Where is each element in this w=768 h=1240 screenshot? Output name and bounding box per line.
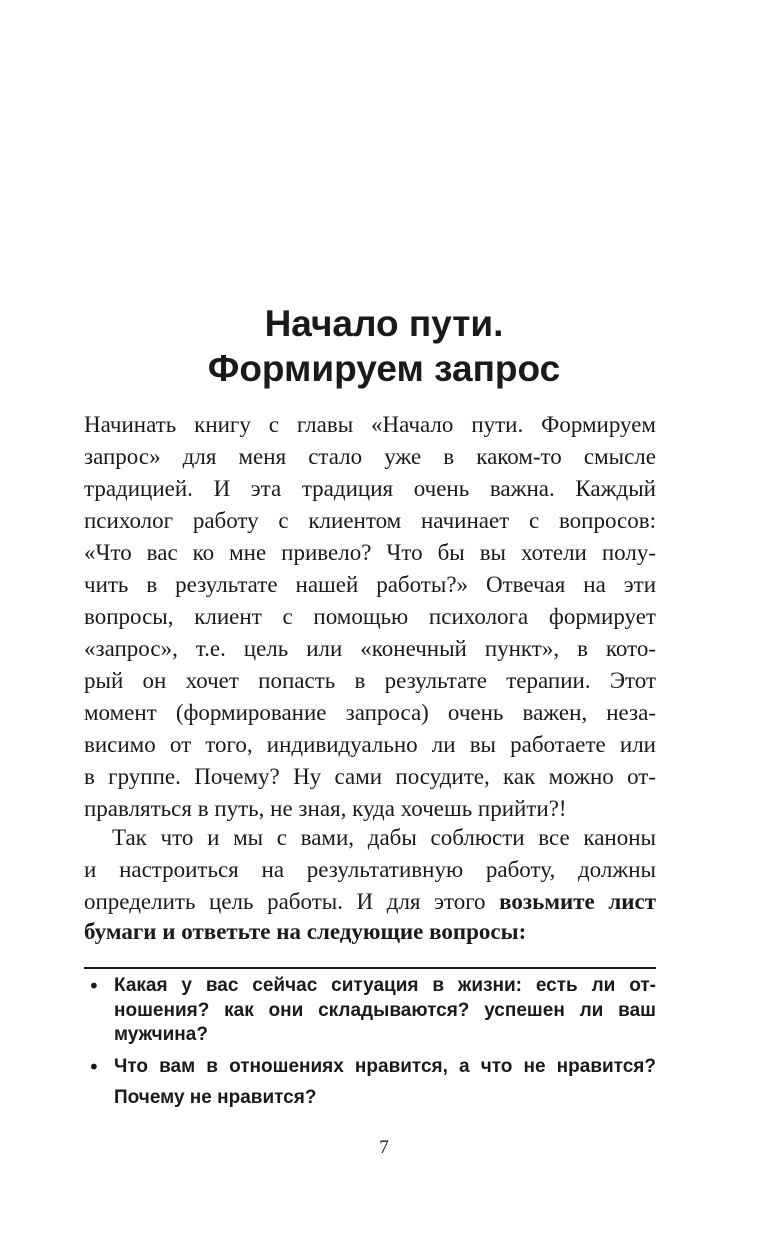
body-text-line: рый он хочет попасть в результате терапии. Этот <box>84 668 656 693</box>
bullet-marker: • <box>88 974 100 998</box>
bullet-marker: • <box>88 1055 100 1079</box>
body-text-line: и настроиться на результативную работу, должны <box>84 857 656 882</box>
question-line: мужчина? <box>114 1024 208 1045</box>
body-text-line: традицией. И эта традиция очень важна. Каждый <box>84 476 656 501</box>
chapter-title-line-2: Формируем запрос <box>207 348 561 389</box>
question-line: Почему не нравится? <box>114 1087 317 1108</box>
body-text-line: в группе. Почему? Ну сами посудите, как можно от- <box>84 764 656 789</box>
chapter-title-line-1: Начало пути. <box>264 303 504 344</box>
body-text-emphasis: возьмите лист <box>499 889 656 914</box>
question-line: Что вам в отношениях нравится, а что не нравится? <box>114 1056 656 1077</box>
question-line: Какая у вас сейчас ситуация в жизни: есть ли от- <box>114 975 656 996</box>
body-text-line: психолог работу с клиентом начинает с вопросов: <box>84 508 656 533</box>
question-line: ношения? как они складываются? успешен ли ваш <box>114 1000 656 1021</box>
body-text-line: правляться в путь, не зная, куда хочешь прийти?! <box>84 796 567 821</box>
body-text-line <box>84 886 656 918</box>
body-text-line: момент (формирование запроса) очень важен, неза- <box>84 700 656 725</box>
body-text-line: Начинать книгу с главы «Начало пути. Формируем <box>84 412 656 437</box>
body-text-line: висимо от того, индивидуально ли вы работаете или <box>84 732 656 757</box>
body-text-emphasis-line: бумаги и ответьте на следующие вопросы: <box>84 919 527 944</box>
body-text-line: вопросы, клиент с помощью психолога формирует <box>84 604 656 629</box>
page-number: 7 <box>379 1137 389 1158</box>
body-text-line: «запрос», т.е. цель или «конечный пункт», в кото- <box>84 636 656 661</box>
body-text-regular: определить цель работы. И для этого <box>84 889 500 914</box>
body-text-line: Так что и мы с вами, дабы соблюсти все каноны <box>112 825 656 850</box>
section-divider <box>84 967 656 969</box>
body-text-line: запрос» для меня стало уже в каком-то смысле <box>84 444 656 469</box>
body-text-line: чить в результате нашей работы?» Отвечая на эти <box>84 572 656 597</box>
body-text-line: «Что вас ко мне привело? Что бы вы хотели полу- <box>84 540 656 565</box>
